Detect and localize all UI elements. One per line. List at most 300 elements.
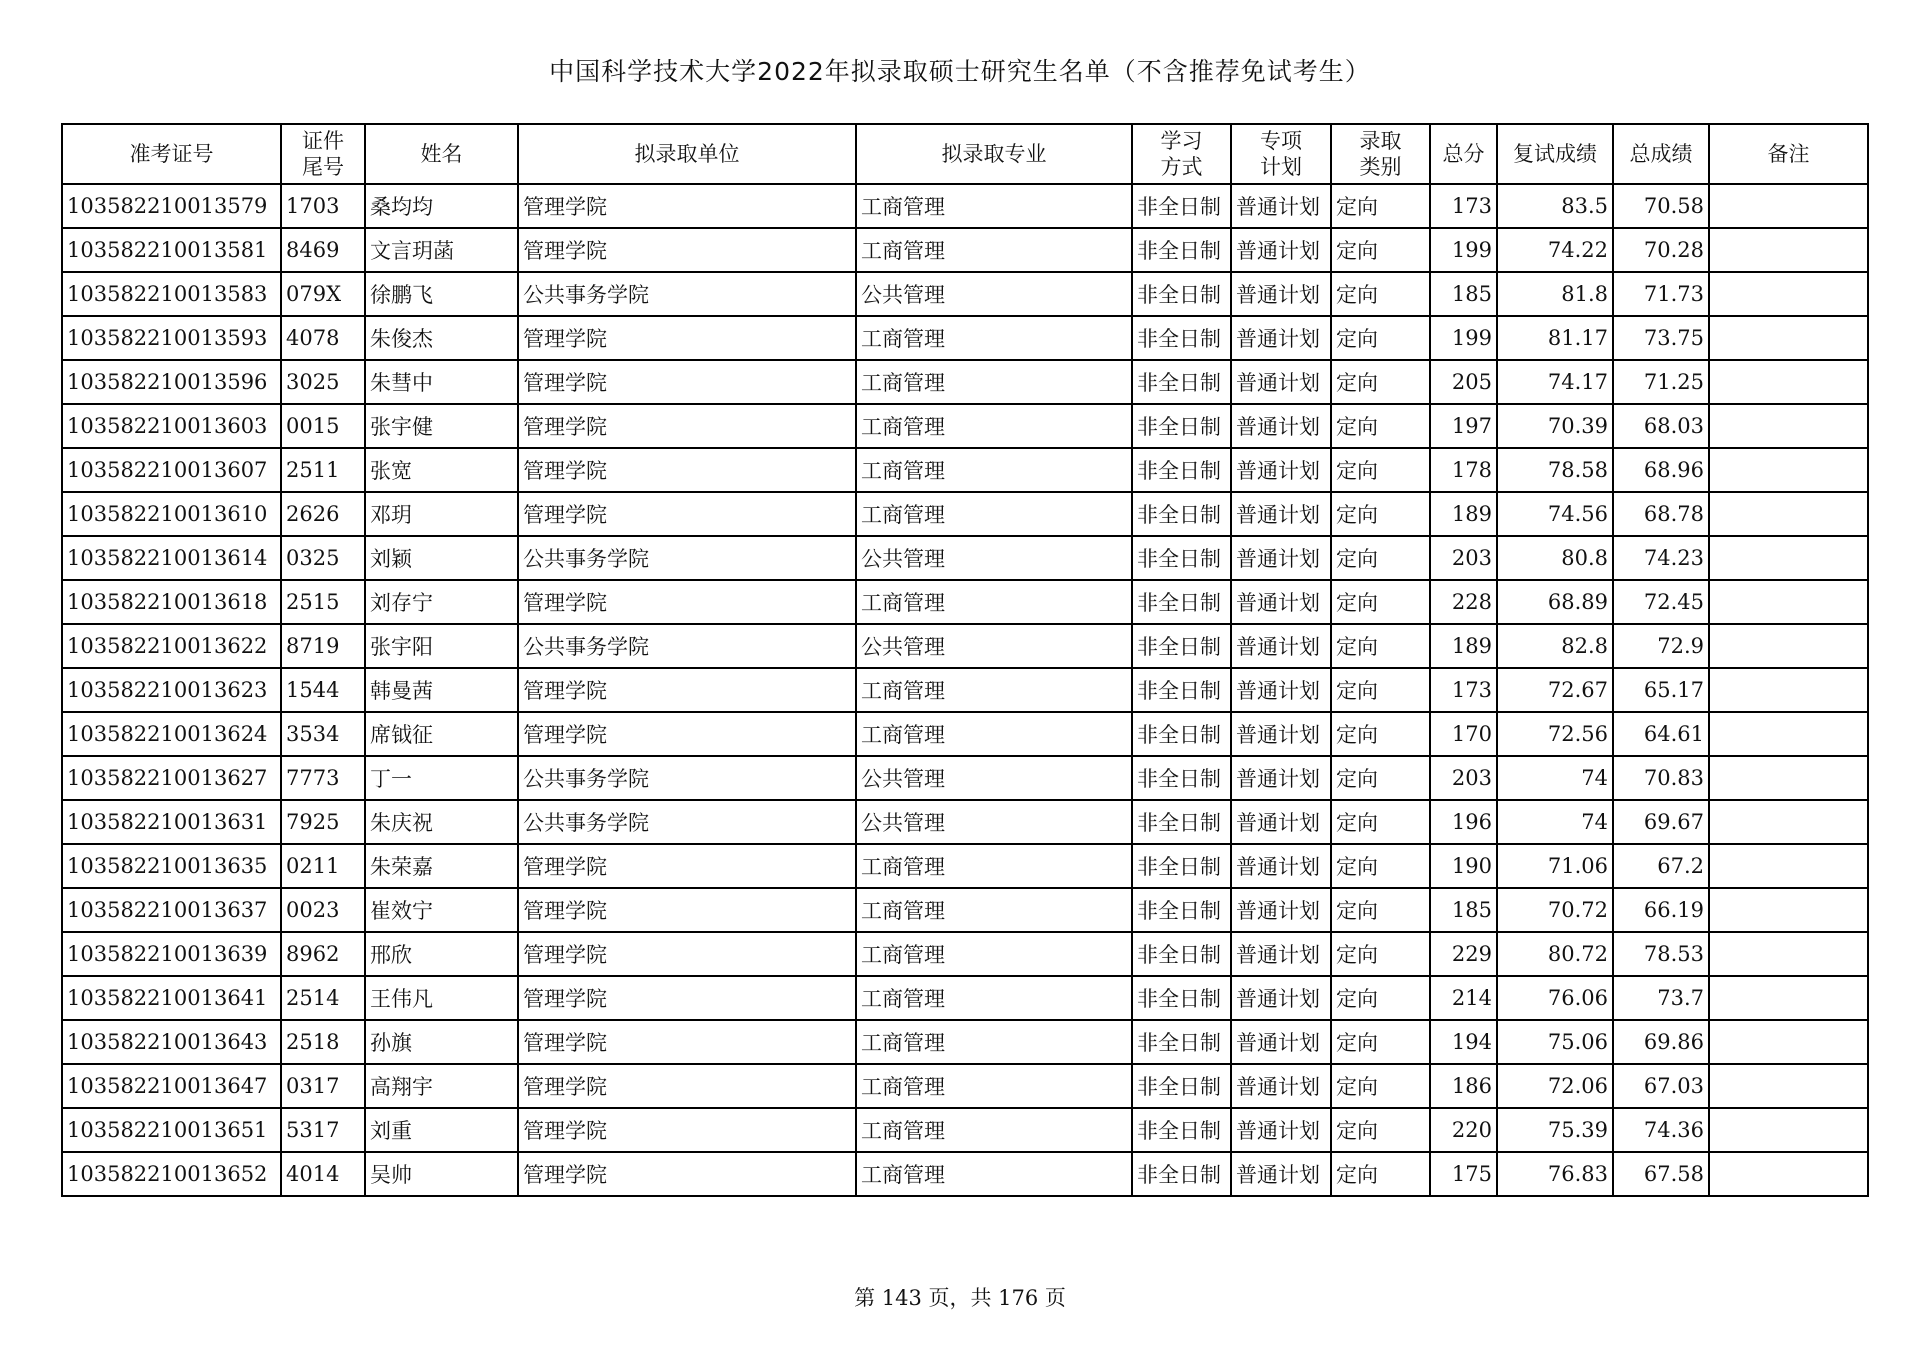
remark-cell: [1709, 800, 1868, 844]
unit-cell: 管理学院: [518, 712, 856, 756]
table-row: [62, 1108, 1868, 1152]
header-row: [62, 124, 1868, 184]
major-cell: 工商管理: [856, 1020, 1132, 1064]
study-mode-cell: 非全日制: [1132, 1064, 1231, 1108]
table-row: [62, 888, 1868, 932]
column-header: [856, 124, 1132, 184]
plan-cell: 普通计划: [1231, 1108, 1331, 1152]
major-cell: 工商管理: [856, 976, 1132, 1020]
retest-score-cell: 74.22: [1497, 228, 1613, 272]
exam-id-cell: 103582210013581: [62, 228, 281, 272]
id-suffix-cell: 2515: [281, 580, 365, 624]
category-cell: 定向: [1331, 1064, 1430, 1108]
plan-cell: 普通计划: [1231, 448, 1331, 492]
remark-cell: [1709, 492, 1868, 536]
remark-cell: [1709, 184, 1868, 228]
major-cell: 工商管理: [856, 1064, 1132, 1108]
category-cell: 定向: [1331, 1152, 1430, 1196]
exam-id-cell: 103582210013624: [62, 712, 281, 756]
column-header-line: 拟录取专业: [941, 142, 1047, 166]
name-cell: 刘颖: [365, 536, 518, 580]
retest-score-cell: 70.72: [1497, 888, 1613, 932]
major-cell: 工商管理: [856, 1108, 1132, 1152]
total-score-cell: 186: [1430, 1064, 1497, 1108]
table-row: [62, 536, 1868, 580]
total-score-cell: 203: [1430, 536, 1497, 580]
column-header-line: 录取: [1359, 129, 1402, 153]
id-suffix-cell: 0015: [281, 404, 365, 448]
unit-cell: 管理学院: [518, 580, 856, 624]
id-suffix-cell: 2511: [281, 448, 365, 492]
unit-cell: 管理学院: [518, 668, 856, 712]
total-score-cell: 228: [1430, 580, 1497, 624]
major-cell: 公共管理: [856, 800, 1132, 844]
total-score-cell: 196: [1430, 800, 1497, 844]
major-cell: 公共管理: [856, 624, 1132, 668]
category-cell: 定向: [1331, 712, 1430, 756]
retest-score-cell: 72.67: [1497, 668, 1613, 712]
plan-cell: 普通计划: [1231, 712, 1331, 756]
name-cell: 张宇阳: [365, 624, 518, 668]
remark-cell: [1709, 228, 1868, 272]
category-cell: 定向: [1331, 800, 1430, 844]
remark-cell: [1709, 624, 1868, 668]
table-row: [62, 492, 1868, 536]
study-mode-cell: 非全日制: [1132, 932, 1231, 976]
study-mode-cell: 非全日制: [1132, 1020, 1231, 1064]
total-score-cell: 205: [1430, 360, 1497, 404]
category-cell: 定向: [1331, 756, 1430, 800]
unit-cell: 管理学院: [518, 492, 856, 536]
exam-id-cell: 103582210013607: [62, 448, 281, 492]
total-score-cell: 203: [1430, 756, 1497, 800]
table-row: [62, 404, 1868, 448]
name-cell: 丁一: [365, 756, 518, 800]
remark-cell: [1709, 448, 1868, 492]
remark-cell: [1709, 1108, 1868, 1152]
id-suffix-cell: 2514: [281, 976, 365, 1020]
column-header: [1132, 124, 1231, 184]
final-score-cell: 74.36: [1613, 1108, 1709, 1152]
column-header-line: 姓名: [420, 142, 463, 166]
id-suffix-cell: 079X: [281, 272, 365, 316]
plan-cell: 普通计划: [1231, 536, 1331, 580]
study-mode-cell: 非全日制: [1132, 800, 1231, 844]
plan-cell: 普通计划: [1231, 272, 1331, 316]
major-cell: 工商管理: [856, 184, 1132, 228]
study-mode-cell: 非全日制: [1132, 976, 1231, 1020]
id-suffix-cell: 1544: [281, 668, 365, 712]
plan-cell: 普通计划: [1231, 888, 1331, 932]
final-score-cell: 72.9: [1613, 624, 1709, 668]
retest-score-cell: 74.17: [1497, 360, 1613, 404]
column-header: [365, 124, 518, 184]
page-footer: 第 143 页，共 176 页: [854, 1286, 1066, 1310]
exam-id-cell: 103582210013647: [62, 1064, 281, 1108]
column-header-line: 学习: [1160, 129, 1203, 153]
id-suffix-cell: 8962: [281, 932, 365, 976]
table-row: [62, 184, 1868, 228]
category-cell: 定向: [1331, 1108, 1430, 1152]
remark-cell: [1709, 1152, 1868, 1196]
unit-cell: 公共事务学院: [518, 800, 856, 844]
exam-id-cell: 103582210013631: [62, 800, 281, 844]
column-header: [1231, 124, 1331, 184]
remark-cell: [1709, 580, 1868, 624]
table-row: [62, 844, 1868, 888]
major-cell: 工商管理: [856, 580, 1132, 624]
name-cell: 朱彗中: [365, 360, 518, 404]
final-score-cell: 68.03: [1613, 404, 1709, 448]
plan-cell: 普通计划: [1231, 756, 1331, 800]
retest-score-cell: 75.39: [1497, 1108, 1613, 1152]
total-score-cell: 170: [1430, 712, 1497, 756]
major-cell: 工商管理: [856, 448, 1132, 492]
study-mode-cell: 非全日制: [1132, 272, 1231, 316]
id-suffix-cell: 8719: [281, 624, 365, 668]
table-row: [62, 272, 1868, 316]
major-cell: 公共管理: [856, 536, 1132, 580]
final-score-cell: 71.25: [1613, 360, 1709, 404]
plan-cell: 普通计划: [1231, 668, 1331, 712]
exam-id-cell: 103582210013652: [62, 1152, 281, 1196]
category-cell: 定向: [1331, 976, 1430, 1020]
id-suffix-cell: 4014: [281, 1152, 365, 1196]
study-mode-cell: 非全日制: [1132, 228, 1231, 272]
column-header: [62, 124, 281, 184]
total-score-cell: 189: [1430, 492, 1497, 536]
retest-score-cell: 80.8: [1497, 536, 1613, 580]
column-header-line: 尾号: [302, 155, 344, 179]
id-suffix-cell: 8469: [281, 228, 365, 272]
name-cell: 朱俊杰: [365, 316, 518, 360]
final-score-cell: 69.67: [1613, 800, 1709, 844]
total-score-cell: 189: [1430, 624, 1497, 668]
major-cell: 工商管理: [856, 360, 1132, 404]
column-header-line: 证件: [302, 129, 344, 153]
retest-score-cell: 70.39: [1497, 404, 1613, 448]
table-body: [62, 184, 1868, 1196]
category-cell: 定向: [1331, 888, 1430, 932]
plan-cell: 普通计划: [1231, 932, 1331, 976]
remark-cell: [1709, 1020, 1868, 1064]
remark-cell: [1709, 404, 1868, 448]
exam-id-cell: 103582210013643: [62, 1020, 281, 1064]
unit-cell: 公共事务学院: [518, 624, 856, 668]
id-suffix-cell: 7773: [281, 756, 365, 800]
final-score-cell: 67.2: [1613, 844, 1709, 888]
retest-score-cell: 75.06: [1497, 1020, 1613, 1064]
id-suffix-cell: 3534: [281, 712, 365, 756]
admission-table: [61, 123, 1869, 1197]
name-cell: 刘重: [365, 1108, 518, 1152]
unit-cell: 管理学院: [518, 844, 856, 888]
major-cell: 工商管理: [856, 668, 1132, 712]
retest-score-cell: 80.72: [1497, 932, 1613, 976]
table-row: [62, 228, 1868, 272]
name-cell: 吴帅: [365, 1152, 518, 1196]
name-cell: 刘存宁: [365, 580, 518, 624]
name-cell: 邢欣: [365, 932, 518, 976]
retest-score-cell: 72.56: [1497, 712, 1613, 756]
retest-score-cell: 74.56: [1497, 492, 1613, 536]
plan-cell: 普通计划: [1231, 492, 1331, 536]
column-header: [281, 124, 365, 184]
column-header: [1497, 124, 1613, 184]
category-cell: 定向: [1331, 844, 1430, 888]
major-cell: 工商管理: [856, 404, 1132, 448]
exam-id-cell: 103582210013614: [62, 536, 281, 580]
column-header-line: 总分: [1442, 142, 1485, 166]
total-score-cell: 185: [1430, 888, 1497, 932]
plan-cell: 普通计划: [1231, 624, 1331, 668]
exam-id-cell: 103582210013610: [62, 492, 281, 536]
id-suffix-cell: 4078: [281, 316, 365, 360]
unit-cell: 管理学院: [518, 932, 856, 976]
remark-cell: [1709, 668, 1868, 712]
final-score-cell: 70.58: [1613, 184, 1709, 228]
remark-cell: [1709, 272, 1868, 316]
unit-cell: 管理学院: [518, 1064, 856, 1108]
unit-cell: 管理学院: [518, 360, 856, 404]
exam-id-cell: 103582210013618: [62, 580, 281, 624]
final-score-cell: 66.19: [1613, 888, 1709, 932]
id-suffix-cell: 2626: [281, 492, 365, 536]
name-cell: 朱庆祝: [365, 800, 518, 844]
plan-cell: 普通计划: [1231, 976, 1331, 1020]
column-header-line: 复试成绩: [1513, 142, 1597, 166]
category-cell: 定向: [1331, 1020, 1430, 1064]
final-score-cell: 64.61: [1613, 712, 1709, 756]
table-row: [62, 668, 1868, 712]
total-score-cell: 199: [1430, 316, 1497, 360]
unit-cell: 管理学院: [518, 448, 856, 492]
column-header-line: 方式: [1160, 155, 1203, 179]
category-cell: 定向: [1331, 624, 1430, 668]
exam-id-cell: 103582210013623: [62, 668, 281, 712]
unit-cell: 管理学院: [518, 888, 856, 932]
table-row: [62, 932, 1868, 976]
exam-id-cell: 103582210013622: [62, 624, 281, 668]
unit-cell: 管理学院: [518, 184, 856, 228]
category-cell: 定向: [1331, 932, 1430, 976]
column-header: [1709, 124, 1868, 184]
id-suffix-cell: 0023: [281, 888, 365, 932]
study-mode-cell: 非全日制: [1132, 448, 1231, 492]
plan-cell: 普通计划: [1231, 1020, 1331, 1064]
column-header: [1430, 124, 1497, 184]
remark-cell: [1709, 1064, 1868, 1108]
name-cell: 徐鹏飞: [365, 272, 518, 316]
retest-score-cell: 76.83: [1497, 1152, 1613, 1196]
remark-cell: [1709, 360, 1868, 404]
id-suffix-cell: 2518: [281, 1020, 365, 1064]
study-mode-cell: 非全日制: [1132, 536, 1231, 580]
exam-id-cell: 103582210013639: [62, 932, 281, 976]
column-header-line: 拟录取单位: [634, 142, 740, 166]
name-cell: 席钺征: [365, 712, 518, 756]
retest-score-cell: 76.06: [1497, 976, 1613, 1020]
final-score-cell: 67.03: [1613, 1064, 1709, 1108]
column-header-line: 总成绩: [1629, 142, 1693, 166]
study-mode-cell: 非全日制: [1132, 624, 1231, 668]
total-score-cell: 214: [1430, 976, 1497, 1020]
major-cell: 工商管理: [856, 228, 1132, 272]
total-score-cell: 175: [1430, 1152, 1497, 1196]
category-cell: 定向: [1331, 184, 1430, 228]
major-cell: 工商管理: [856, 316, 1132, 360]
name-cell: 张宇健: [365, 404, 518, 448]
name-cell: 文言玥菡: [365, 228, 518, 272]
name-cell: 张宽: [365, 448, 518, 492]
name-cell: 邓玥: [365, 492, 518, 536]
plan-cell: 普通计划: [1231, 316, 1331, 360]
final-score-cell: 65.17: [1613, 668, 1709, 712]
final-score-cell: 68.96: [1613, 448, 1709, 492]
unit-cell: 管理学院: [518, 976, 856, 1020]
column-header: [518, 124, 856, 184]
name-cell: 崔效宁: [365, 888, 518, 932]
category-cell: 定向: [1331, 316, 1430, 360]
total-score-cell: 178: [1430, 448, 1497, 492]
total-score-cell: 197: [1430, 404, 1497, 448]
remark-cell: [1709, 976, 1868, 1020]
category-cell: 定向: [1331, 492, 1430, 536]
final-score-cell: 68.78: [1613, 492, 1709, 536]
final-score-cell: 70.83: [1613, 756, 1709, 800]
unit-cell: 公共事务学院: [518, 272, 856, 316]
category-cell: 定向: [1331, 228, 1430, 272]
id-suffix-cell: 5317: [281, 1108, 365, 1152]
table-row: [62, 360, 1868, 404]
table-row: [62, 448, 1868, 492]
name-cell: 孙旗: [365, 1020, 518, 1064]
retest-score-cell: 81.8: [1497, 272, 1613, 316]
table-row: [62, 976, 1868, 1020]
major-cell: 公共管理: [856, 272, 1132, 316]
exam-id-cell: 103582210013603: [62, 404, 281, 448]
major-cell: 工商管理: [856, 888, 1132, 932]
column-header: [1613, 124, 1709, 184]
major-cell: 公共管理: [856, 756, 1132, 800]
column-header-line: 类别: [1359, 155, 1402, 179]
remark-cell: [1709, 756, 1868, 800]
retest-score-cell: 81.17: [1497, 316, 1613, 360]
final-score-cell: 67.58: [1613, 1152, 1709, 1196]
remark-cell: [1709, 888, 1868, 932]
remark-cell: [1709, 536, 1868, 580]
retest-score-cell: 72.06: [1497, 1064, 1613, 1108]
name-cell: 朱荣嘉: [365, 844, 518, 888]
remark-cell: [1709, 316, 1868, 360]
table-row: [62, 316, 1868, 360]
id-suffix-cell: 3025: [281, 360, 365, 404]
study-mode-cell: 非全日制: [1132, 668, 1231, 712]
retest-score-cell: 78.58: [1497, 448, 1613, 492]
name-cell: 韩曼茜: [365, 668, 518, 712]
major-cell: 工商管理: [856, 932, 1132, 976]
column-header-line: 准考证号: [129, 142, 214, 166]
page-title: 中国科学技术大学2022年拟录取硕士研究生名单（不含推荐免试考生）: [549, 57, 1371, 86]
id-suffix-cell: 1703: [281, 184, 365, 228]
exam-id-cell: 103582210013579: [62, 184, 281, 228]
exam-id-cell: 103582210013651: [62, 1108, 281, 1152]
exam-id-cell: 103582210013583: [62, 272, 281, 316]
category-cell: 定向: [1331, 536, 1430, 580]
final-score-cell: 73.7: [1613, 976, 1709, 1020]
id-suffix-cell: 0211: [281, 844, 365, 888]
final-score-cell: 73.75: [1613, 316, 1709, 360]
final-score-cell: 72.45: [1613, 580, 1709, 624]
table-row: [62, 800, 1868, 844]
table-row: [62, 1064, 1868, 1108]
study-mode-cell: 非全日制: [1132, 184, 1231, 228]
total-score-cell: 199: [1430, 228, 1497, 272]
unit-cell: 公共事务学院: [518, 756, 856, 800]
major-cell: 工商管理: [856, 844, 1132, 888]
total-score-cell: 173: [1430, 668, 1497, 712]
study-mode-cell: 非全日制: [1132, 844, 1231, 888]
unit-cell: 管理学院: [518, 1152, 856, 1196]
plan-cell: 普通计划: [1231, 184, 1331, 228]
study-mode-cell: 非全日制: [1132, 404, 1231, 448]
plan-cell: 普通计划: [1231, 844, 1331, 888]
column-header-line: 备注: [1767, 142, 1810, 166]
study-mode-cell: 非全日制: [1132, 756, 1231, 800]
unit-cell: 管理学院: [518, 228, 856, 272]
remark-cell: [1709, 712, 1868, 756]
study-mode-cell: 非全日制: [1132, 712, 1231, 756]
id-suffix-cell: 0325: [281, 536, 365, 580]
column-header: [1331, 124, 1430, 184]
plan-cell: 普通计划: [1231, 800, 1331, 844]
column-header-line: 专项: [1260, 129, 1302, 153]
id-suffix-cell: 0317: [281, 1064, 365, 1108]
study-mode-cell: 非全日制: [1132, 580, 1231, 624]
table-row: [62, 756, 1868, 800]
final-score-cell: 78.53: [1613, 932, 1709, 976]
total-score-cell: 194: [1430, 1020, 1497, 1064]
retest-score-cell: 74: [1497, 800, 1613, 844]
study-mode-cell: 非全日制: [1132, 316, 1231, 360]
name-cell: 高翔宇: [365, 1064, 518, 1108]
category-cell: 定向: [1331, 404, 1430, 448]
plan-cell: 普通计划: [1231, 1152, 1331, 1196]
table-row: [62, 624, 1868, 668]
study-mode-cell: 非全日制: [1132, 888, 1231, 932]
plan-cell: 普通计划: [1231, 1064, 1331, 1108]
table-row: [62, 580, 1868, 624]
remark-cell: [1709, 932, 1868, 976]
total-score-cell: 190: [1430, 844, 1497, 888]
unit-cell: 管理学院: [518, 316, 856, 360]
category-cell: 定向: [1331, 272, 1430, 316]
unit-cell: 管理学院: [518, 1108, 856, 1152]
retest-score-cell: 71.06: [1497, 844, 1613, 888]
exam-id-cell: 103582210013596: [62, 360, 281, 404]
plan-cell: 普通计划: [1231, 228, 1331, 272]
exam-id-cell: 103582210013593: [62, 316, 281, 360]
total-score-cell: 229: [1430, 932, 1497, 976]
name-cell: 桑均均: [365, 184, 518, 228]
retest-score-cell: 74: [1497, 756, 1613, 800]
category-cell: 定向: [1331, 580, 1430, 624]
exam-id-cell: 103582210013635: [62, 844, 281, 888]
exam-id-cell: 103582210013637: [62, 888, 281, 932]
unit-cell: 管理学院: [518, 1020, 856, 1064]
retest-score-cell: 68.89: [1497, 580, 1613, 624]
total-score-cell: 220: [1430, 1108, 1497, 1152]
